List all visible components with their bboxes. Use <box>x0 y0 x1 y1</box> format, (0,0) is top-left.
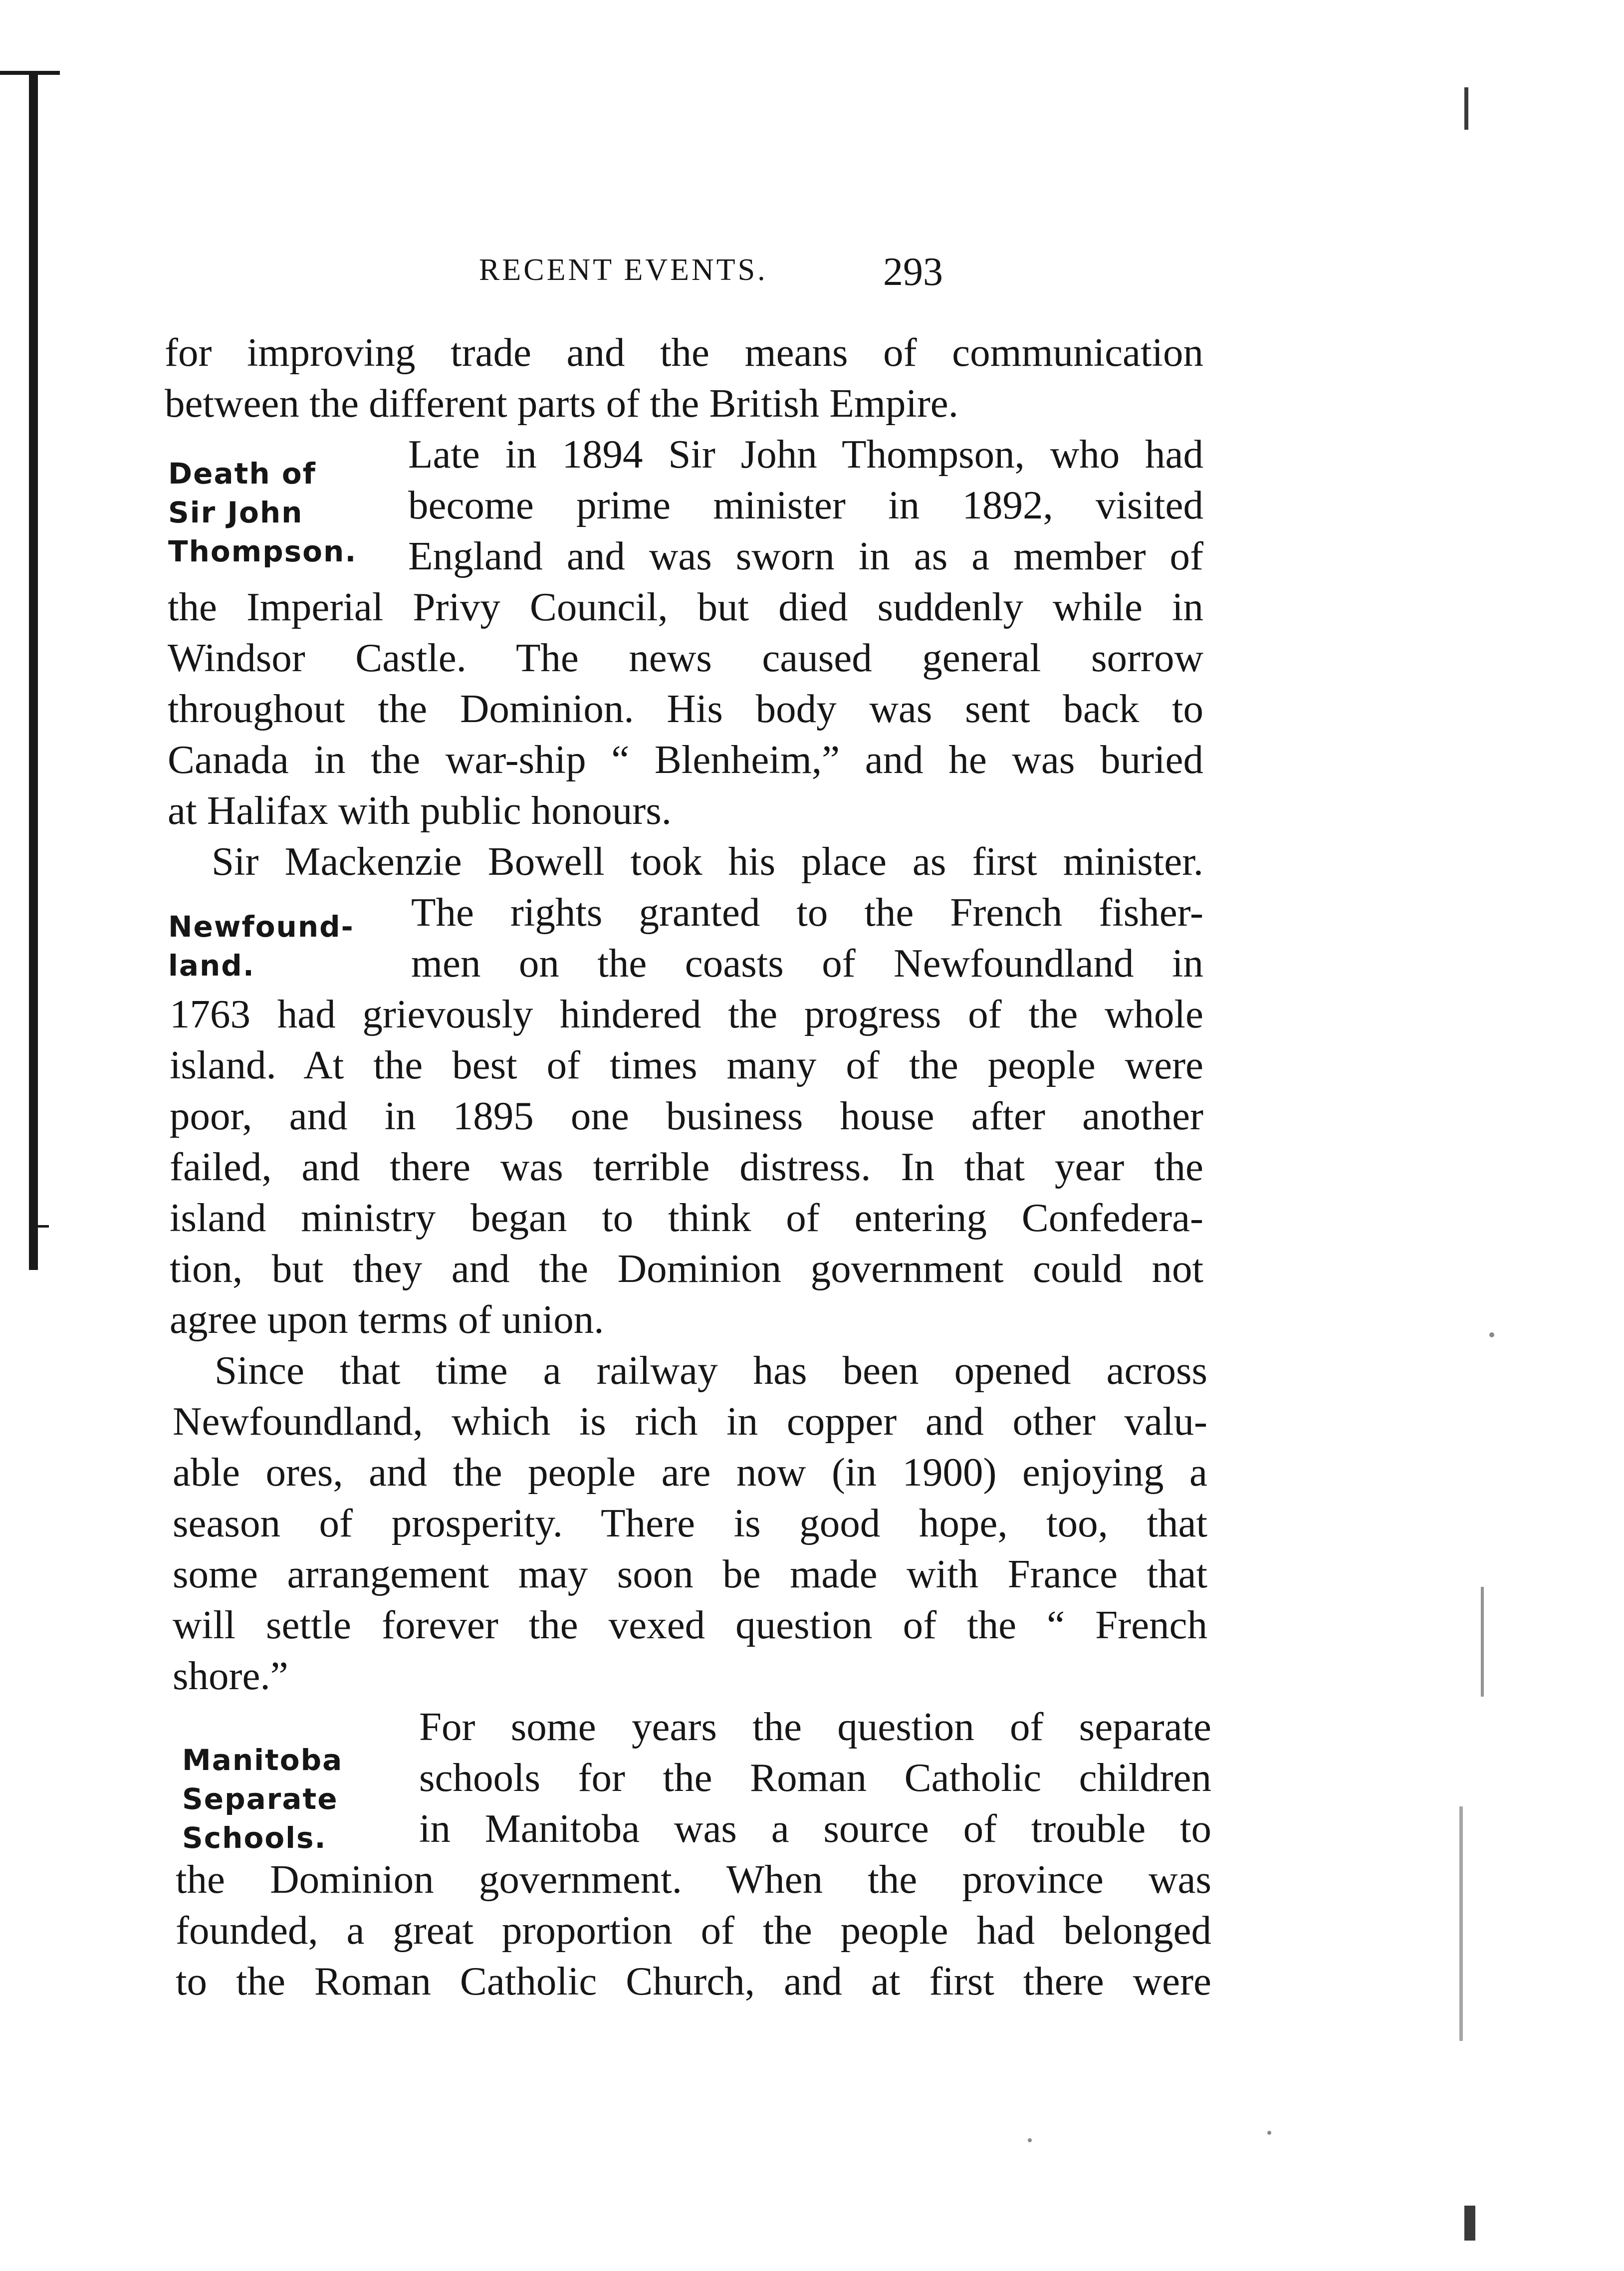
text-line: at Halifax with public honours. <box>168 788 672 833</box>
sidenote-line: Separate <box>182 1782 338 1816</box>
text-line: men on the coasts of Newfoundland in <box>411 941 1203 986</box>
text-line: island. At the best of times many of the people were <box>170 1042 1203 1087</box>
sidenote-line: Death of <box>168 457 316 491</box>
text-line: failed, and there was terrible distress. In that year the <box>170 1144 1203 1189</box>
text-line: become prime minister in 1892, visited <box>408 483 1203 527</box>
edge-speck <box>1464 2206 1475 2241</box>
text-line: Windsor Castle. The news caused general sorrow <box>168 635 1203 680</box>
text-line: poor, and in 1895 one business house after another <box>170 1093 1203 1138</box>
edge-speck <box>1489 1332 1494 1337</box>
running-title: RECENT EVENTS. <box>479 253 768 287</box>
text-line: tion, but they and the Dominion government could not <box>170 1246 1203 1291</box>
text-line: 1763 had grievously hindered the progress of the whole <box>170 992 1203 1036</box>
text-line: for improving trade and the means of communication <box>165 330 1203 375</box>
text-line: shore.” <box>173 1653 288 1698</box>
sidenote-manitoba <box>182 1741 343 1857</box>
text-line: Sir Mackenzie Bowell took his place as first minister. <box>212 839 1203 884</box>
sidenote-thompson <box>168 454 357 571</box>
edge-speck <box>1267 2131 1271 2135</box>
sidenote-line: Thompson. <box>168 534 357 568</box>
text-line: in Manitoba was a source of trouble to <box>419 1806 1211 1851</box>
text-line: island ministry began to think of entering Confedera- <box>170 1195 1203 1240</box>
text-line: able ores, and the people are now (in 1900) enjoying a <box>173 1450 1207 1495</box>
text-line: founded, a great proportion of the people had belonged <box>176 1908 1211 1953</box>
edge-speck <box>1464 87 1468 130</box>
text-line: throughout the Dominion. His body was sent back to <box>168 686 1203 731</box>
sidenote-line: Schools. <box>182 1821 327 1855</box>
text-line: to the Roman Catholic Church, and at first there were <box>176 1959 1211 2004</box>
sidenote-newfoundland <box>168 907 354 985</box>
text-line: Late in 1894 Sir John Thompson, who had <box>408 432 1203 477</box>
text-line: the Dominion government. When the province was <box>176 1857 1211 1902</box>
text-line: will settle forever the vexed question of the “ French <box>173 1602 1207 1647</box>
text-line: season of prosperity. There is good hope, too, that <box>173 1501 1207 1545</box>
text-line: England and was sworn in as a member of <box>408 533 1203 578</box>
sidenote-line: Sir John <box>168 496 303 529</box>
text-line: For some years the question of separate <box>419 1704 1211 1749</box>
text-line: agree upon terms of union. <box>170 1297 604 1342</box>
text-line: some arrangement may soon be made with France that <box>173 1551 1207 1596</box>
binding-edge-tick <box>38 1225 49 1228</box>
sidenote-line: Newfound- <box>168 910 354 944</box>
edge-speck <box>1028 2138 1032 2142</box>
text-line: the Imperial Privy Council, but died suddenly while in <box>168 584 1203 629</box>
binding-edge-top <box>0 71 60 75</box>
text-line: schools for the Roman Catholic children <box>419 1755 1211 1800</box>
binding-edge <box>29 75 38 1270</box>
text-line: The rights granted to the French fisher- <box>411 890 1203 935</box>
running-head <box>165 250 1212 294</box>
page-number: 293 <box>883 250 943 294</box>
text-line: Since that time a railway has been opened across <box>215 1348 1207 1393</box>
text-line: Newfoundland, which is rich in copper and other valu- <box>173 1399 1207 1444</box>
sidenote-line: Manitoba <box>182 1743 343 1777</box>
text-line: Canada in the war-ship “ Blenheim,” and he was buried <box>168 737 1203 782</box>
edge-speck <box>1481 1587 1484 1697</box>
text-line: between the different parts of the British Empire. <box>165 381 959 426</box>
edge-speck <box>1459 1806 1463 2041</box>
sidenote-line: land. <box>168 949 255 983</box>
